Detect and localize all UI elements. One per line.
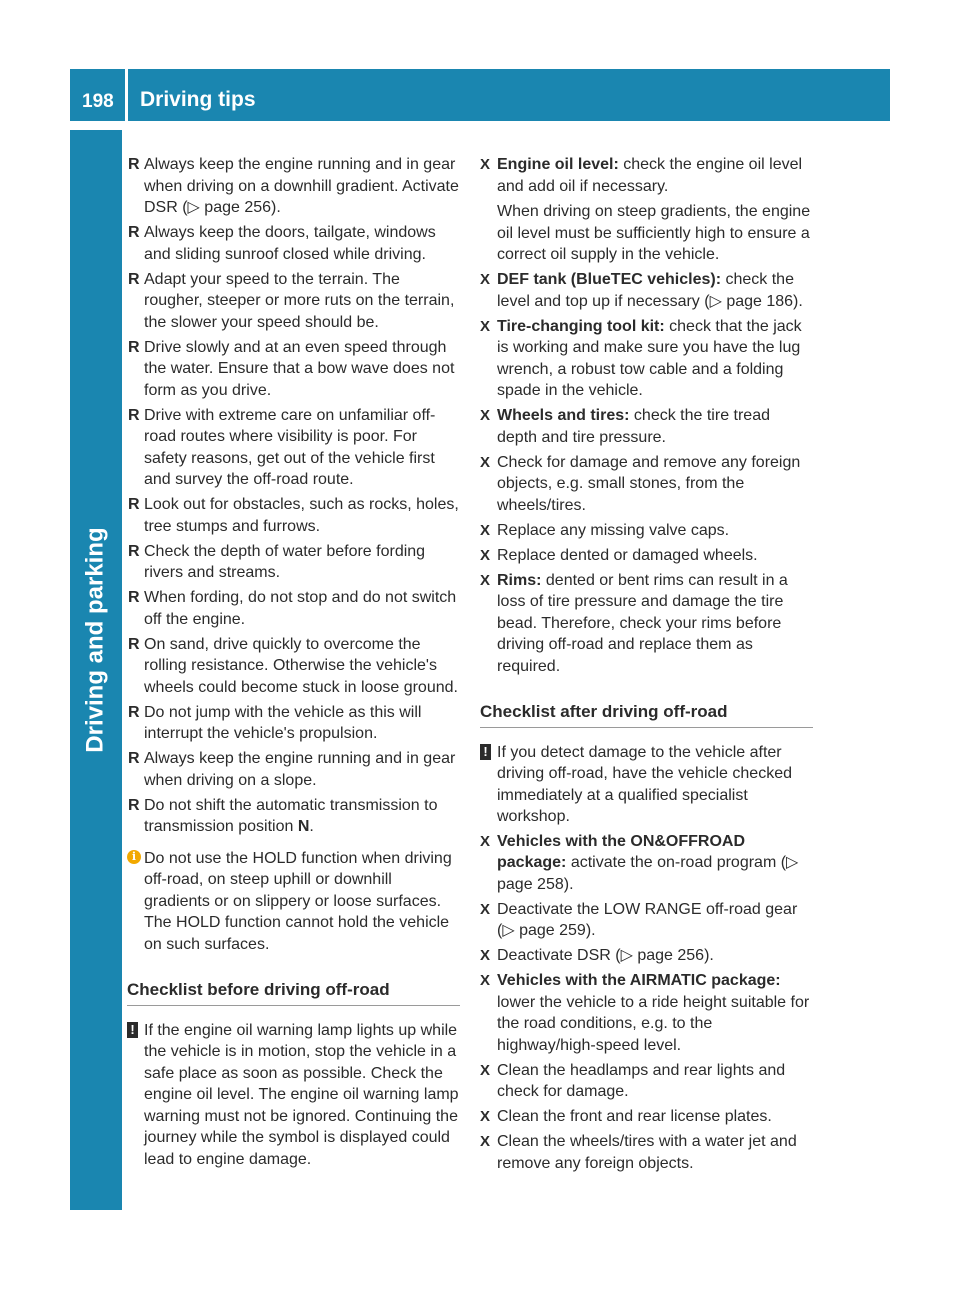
- checklist-step: [480, 316, 813, 402]
- bullet-text: Drive with extreme care on unfamiliar off-road routes where visibility is poor. For safety reasons, get out of the vehicle first and survey the off-road route.: [144, 406, 436, 488]
- bullet-icon: R: [128, 542, 140, 560]
- step-arrow-icon: X: [480, 521, 491, 539]
- side-tab-title: Driving and parking: [82, 527, 109, 753]
- bullet-item: [127, 587, 460, 630]
- checklist-before: [480, 154, 813, 677]
- bullet-item: [127, 154, 460, 219]
- step-text: check the level and top up if necessary (▷ page 186).: [497, 271, 803, 310]
- step-text: activate the on-road program (▷ page 258).: [497, 854, 799, 893]
- checklist-step: [480, 970, 813, 1056]
- step-text: Clean the front and rear license plates.: [497, 1108, 772, 1125]
- bullet-text: On sand, drive quickly to overcome the rolling resistance. Otherwise the vehicle's wheels could become stuck in loose ground.: [144, 635, 458, 696]
- step-arrow-icon: X: [480, 1061, 491, 1079]
- step-arrow-icon: X: [480, 546, 491, 564]
- step-label: Tire-changing tool kit:: [497, 317, 665, 335]
- checklist-step: [480, 520, 813, 542]
- step-arrow-icon: X: [480, 271, 491, 288]
- step-arrow-icon: X: [480, 407, 491, 424]
- checklist-step: [480, 831, 813, 896]
- bullet-icon: R: [128, 156, 140, 173]
- bullet-text: Adapt your speed to the terrain. The rougher, steeper or more ruts on the terrain, the slower your speed should be.: [144, 270, 455, 331]
- page-number: 198: [82, 91, 114, 112]
- step-label: Vehicles with the AIRMATIC package:: [497, 972, 781, 989]
- bullet-text: When fording, do not stop and do not switch off the engine.: [144, 589, 457, 628]
- page-title: Driving tips: [140, 88, 256, 111]
- bullet-icon: R: [128, 796, 140, 814]
- checklist-after: [480, 831, 813, 1175]
- bullet-list: [127, 154, 460, 791]
- bullet-icon: R: [128, 750, 140, 767]
- checklist-step: [480, 570, 813, 678]
- bullet-item: [127, 222, 460, 265]
- step-label: Wheels and tires:: [497, 407, 630, 424]
- bullet-icon: R: [128, 224, 140, 241]
- step-text: Replace any missing valve caps.: [497, 521, 730, 539]
- left-column: [127, 154, 460, 1173]
- step-text: Deactivate DSR (▷ page 256).: [497, 947, 714, 964]
- bullet-item: [127, 405, 460, 491]
- step-arrow-icon: X: [480, 571, 491, 589]
- bullet-item: [127, 541, 460, 584]
- bullet-item: [127, 494, 460, 537]
- bullet-icon: R: [128, 635, 140, 653]
- checklist-step: [480, 154, 813, 266]
- step-label: Rims:: [497, 571, 542, 589]
- step-text: check the engine oil level and add oil if necessary.: [497, 156, 803, 195]
- warning-note: ! If the engine oil warning lamp lights up while the vehicle is in motion, stop the vehicle in a safe place as soon as possible. Check the engine oil level. The engine oil warning lamp warning must not be ignored. Continuing the journey while the symbol is displayed could lead to engine damage.: [127, 1020, 460, 1171]
- step-text: Replace dented or damaged wheels.: [497, 546, 758, 564]
- bullet-icon: R: [128, 589, 140, 606]
- header-divider: [125, 69, 128, 121]
- step-arrow-icon: X: [480, 900, 491, 918]
- bullet-text: Look out for obstacles, such as rocks, holes, tree stumps and furrows.: [144, 496, 459, 535]
- step-text: check that the jack is working and make sure you have the lug wrench, a robust tow cable and a folding spade in the vehicle.: [497, 317, 802, 399]
- step-text: Clean the headlamps and rear lights and check for damage.: [497, 1061, 786, 1100]
- bullet-item: [127, 748, 460, 791]
- bullet-icon: R: [128, 406, 140, 424]
- bullet-icon: R: [128, 338, 140, 356]
- bullet-item: R Do not shift the automatic transmission to transmission position N.: [128, 796, 438, 835]
- checklist-step: [480, 405, 813, 448]
- bullet-icon: R: [128, 703, 140, 721]
- bullet-item: [127, 269, 460, 334]
- checklist-step: [480, 452, 813, 517]
- checklist-step: [480, 945, 813, 967]
- checklist-step: [480, 269, 813, 312]
- bullet-text: Always keep the doors, tailgate, windows and sliding sunroof closed while driving.: [144, 224, 436, 263]
- bullet-text: Always keep the engine running and in gear when driving on a downhill gradient. Activate DSR (▷ page 256).: [144, 156, 459, 216]
- bullet-text: Do not jump with the vehicle as this will interrupt the vehicle's propulsion.: [144, 703, 422, 742]
- step-arrow-icon: X: [480, 156, 491, 173]
- step-text: Deactivate the LOW RANGE off-road gear (▷ page 259).: [497, 900, 798, 939]
- step-text: dented or bent rims can result in a loss of tire pressure and damage the tire bead. Therefore, check your rims before driving off-road and replace them as required.: [497, 571, 788, 675]
- bullet-icon: R: [128, 496, 140, 513]
- bullet-icon: R: [128, 270, 140, 288]
- step-arrow-icon: X: [480, 317, 491, 335]
- checklist-step: [480, 1131, 813, 1174]
- checklist-step: [480, 899, 813, 942]
- step-arrow-icon: X: [480, 947, 491, 964]
- section-heading-before: Checklist before driving off-road: [127, 979, 460, 1006]
- bullet-text: Always keep the engine running and in gear when driving on a slope.: [144, 750, 456, 789]
- step-arrow-icon: X: [480, 972, 491, 989]
- bullet-item: [127, 702, 460, 745]
- checklist-step: [480, 1106, 813, 1128]
- info-note: i Do not use the HOLD function when driving off-road, on steep uphill or downhill gradients or on slippery or loose surfaces. The HOLD function cannot hold the vehicle on such surfaces.: [127, 848, 460, 956]
- warning-note: ! If you detect damage to the vehicle after driving off-road, have the vehicle checked immediately at a qualified specialist workshop.: [480, 742, 813, 828]
- checklist-step: [480, 1060, 813, 1103]
- warning-icon: !: [127, 1022, 138, 1038]
- warning-icon: !: [480, 744, 491, 760]
- step-arrow-icon: X: [480, 832, 491, 850]
- step-text: check the tire tread depth and tire pressure.: [497, 407, 770, 446]
- section-heading-after: Checklist after driving off-road: [480, 701, 813, 728]
- step-label: DEF tank (BlueTEC vehicles):: [497, 271, 722, 288]
- step-text: Clean the wheels/tires with a water jet and remove any foreign objects.: [497, 1133, 797, 1172]
- step-text: lower the vehicle to a ride height suitable for the road conditions, e.g. to the highway/high-speed level.: [497, 993, 810, 1054]
- step-arrow-icon: X: [480, 1108, 491, 1125]
- step-arrow-icon: X: [480, 453, 491, 471]
- bullet-text: Check the depth of water before fording rivers and streams.: [144, 542, 426, 581]
- right-column: [480, 154, 813, 1178]
- step-label: Vehicles with the ON&OFFROAD package:: [497, 832, 746, 871]
- info-icon: i: [127, 850, 141, 864]
- step-arrow-icon: X: [480, 1133, 491, 1150]
- bullet-item: [127, 337, 460, 402]
- step-text: Check for damage and remove any foreign objects, e.g. small stones, from the wheels/tires.: [497, 453, 801, 514]
- step-note: When driving on steep gradients, the engine oil level must be sufficiently high to ensure a correct oil supply in the vehicle.: [497, 203, 811, 263]
- checklist-step: [480, 545, 813, 567]
- step-label: Engine oil level:: [497, 156, 619, 173]
- bullet-item: [127, 634, 460, 699]
- bullet-text: Drive slowly and at an even speed through the water. Ensure that a bow wave does not form as you drive.: [144, 338, 455, 399]
